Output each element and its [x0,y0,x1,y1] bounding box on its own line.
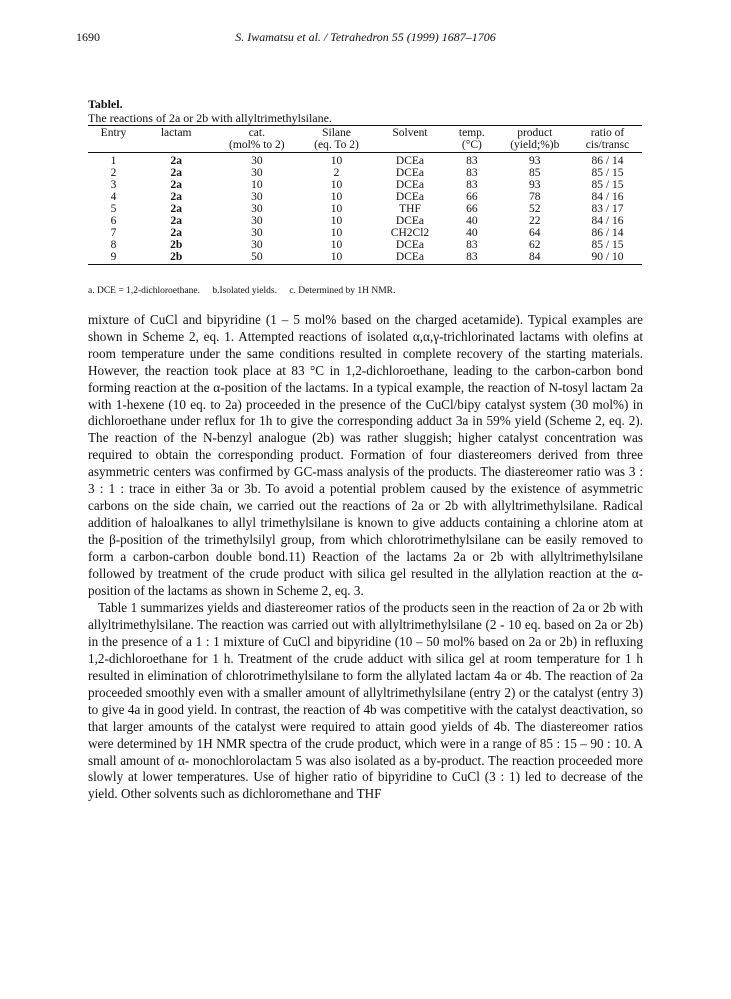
col-subheader [373,139,447,153]
table-row [88,215,642,227]
table-cell: 83 [466,155,478,167]
table-header-row [88,139,642,153]
table-cell: CH2Cl2 [390,227,430,239]
table-cell: 62 [529,239,541,251]
col-header: cat. [213,126,300,140]
table-cell: 10 [300,251,373,265]
col-subheader: (°C) [447,139,496,153]
table-cell: 30 [251,203,263,215]
table-cell: 30 [251,215,263,227]
col-subheader [88,139,139,153]
table-cell: 84 / 16 [591,215,624,227]
table-cell: 83 [466,167,478,179]
table-cell: 2 [333,167,340,179]
col-subheader: (eq. To 2) [300,139,373,153]
table-cell: 85 / 15 [591,179,624,191]
table-row [88,239,642,251]
table-row [88,191,642,203]
table-row [88,251,642,265]
table-cell: DCEa [395,167,425,179]
table-cell: 78 [529,191,541,203]
table-cell: DCEa [395,179,425,191]
table-cell: DCEa [395,155,425,167]
table-footnotes [88,286,405,296]
col-subheader: (mol% to 2) [213,139,300,153]
table-header-row [88,126,642,140]
footnote: b.Isolated yields. [212,286,277,296]
table-cell: 10 [251,179,263,191]
col-header: lactam [139,126,214,140]
table-cell: 2a [170,215,182,227]
table-cell: 83 [466,179,478,191]
results-table [88,125,642,265]
table-cell: 10 [330,227,343,239]
table-row [88,203,642,215]
table-cell: 10 [330,155,343,167]
table-cell: 10 [330,215,343,227]
table-cell: 86 / 14 [591,227,624,239]
table-cell: 2a [170,191,182,203]
table-cell: THF [399,203,421,215]
table-cell: 2 [110,167,117,179]
table-cell: 1 [110,155,117,167]
running-head: S. Iwamatsu et al. / Tetrahedron 55 (1999) 1687–1706 [235,30,496,44]
table-cell: 90 / 10 [573,251,642,265]
table-row [88,153,642,168]
table-cell: 2a [170,167,182,179]
table-cell: 2b [139,251,214,265]
table-cell: 10 [330,239,343,251]
table-cell: 4 [110,191,117,203]
table-cell: 7 [110,227,117,239]
table-cell: 2a [170,203,182,215]
table-cell: 2a [170,179,182,191]
table-cell: DCEa [395,191,425,203]
table-cell: 86 / 14 [591,155,624,167]
table-cell: 2a [170,227,182,239]
table-cell: DCEa [395,239,425,251]
col-header: product [497,126,573,140]
col-subheader: cis/transc [573,139,642,153]
table-cell: 40 [466,215,478,227]
table-cell: 83 [466,239,478,251]
table-row [88,227,642,239]
col-header: Solvent [373,126,447,140]
table-cell: 10 [330,179,343,191]
table-cell: 64 [529,227,541,239]
table-cell: 85 / 15 [591,167,624,179]
table-cell: 30 [251,239,263,251]
table-cell: 22 [529,215,541,227]
footnote: c. Determined by 1H NMR. [289,286,396,296]
table-cell: 83 / 17 [591,203,624,215]
table-cell: 8 [110,239,117,251]
table-cell: 66 [466,191,478,203]
table-cell: 30 [251,167,263,179]
table-row [88,167,642,179]
col-subheader [139,139,214,153]
table-cell: 85 [529,167,541,179]
table-cell: DCEa [395,215,425,227]
table-cell: 6 [110,215,117,227]
table-cell: 93 [529,155,541,167]
table-cell: 5 [110,203,117,215]
table-label: Tablel. [88,97,123,111]
table-title: The reactions of 2a or 2b with allyltrimethylsilane. [88,111,332,125]
body-text [88,312,643,803]
table-cell: 84 [497,251,573,265]
table-cell: 10 [330,191,343,203]
col-header: Entry [88,126,139,140]
col-header: Silane [300,126,373,140]
table-cell: 66 [466,203,478,215]
table-cell: 84 / 16 [591,191,624,203]
table-cell: 30 [251,191,263,203]
table-cell: 2a [170,155,182,167]
table-cell: 40 [466,227,478,239]
table-cell: 50 [213,251,300,265]
table-caption [88,97,332,125]
table-cell: 85 / 15 [591,239,624,251]
col-subheader: (yield;%)b [497,139,573,153]
table-row [88,179,642,191]
table-cell: 93 [529,179,541,191]
footnote: a. DCE = 1,2-dichloroethane. [88,286,200,296]
table-cell: 30 [251,227,263,239]
table-cell: 3 [110,179,117,191]
table-cell: 83 [447,251,496,265]
table-cell: 2b [170,239,183,251]
col-header: temp. [447,126,496,140]
page-number: 1690 [76,30,100,44]
col-header: ratio of [573,126,642,140]
table-cell: 52 [529,203,541,215]
paragraph: mixture of CuCl and bipyridine (1 – 5 mol% based on the charged acetamide). Typical examples are shown in Scheme 2, eq. 1. Attempted reactions of isolated α,α,γ-trichlorinated lactams with olefins at room temperature under the same conditions resulted in complete recovery of the starting materials. However, the reaction took place at 83 °C in 1,2-dichloroethane, leading to the carbon-carbon bond forming reaction at the α-position of the lactams. In a typical example, the reaction of N-tosyl lactam 2a with 1-hexene (10 eq. to 2a) proceeded in the presence of the CuCl/bipy catalyst system (30 mol%) in dichloroethane under reflux for 1h to give the corresponding adduct 3a in 59% yield (Scheme 2, eq. 2). The reaction of the N-benzyl analogue (2b) was rather sluggish; higher catalyst concentration was required to obtain the corresponding product. Formation of four diastereomers derived from three asymmetric centers was confirmed by GC-mass analysis of the products. The diastereomer ratio was 3 : 3 : 1 : trace in either 3a or 3b. To avoid a potential problem caused by the existence of asymmetric carbons on the side chain, we carried out the reactions of 2a or 2b with allyltrimethylsilane. Radical addition of haloalkanes to allyl trimethylsilane is known to give adducts containing a chlorine atom at the β-position of the trimethylsilyl group, from which chlorotrimethylsilane can be easily removed to form a carbon-carbon double bond.11) Reaction of the lactams 2a or 2b with allyltrimethylsilane followed by treatment of the crude product with silica gel resulted in the allylation reaction at the α-position of the lactams as shown in Scheme 2, eq. 3. [88,312,643,598]
table-cell: 30 [251,155,263,167]
paragraph: Table 1 summarizes yields and diastereomer ratios of the products seen in the reaction of 2a or 2b with allyltrimethylsilane. The reaction was carried out with allyltrimethylsilane (2 - 10 eq. based on 2a or 2b) in the presence of a 1 : 1 mixture of CuCl and bipyridine (10 – 50 mol% based on 2a or 2b) in refluxing 1,2-dichloroethane for 1 h. Treatment of the crude adduct with silica gel at room temperature for 1 h resulted in elimination of chlorotrimethylsilane to form the allylated lactam 4a or 4b. The reaction of 2a proceeded smoothly even with a smaller amount of allyltrimethylsilane (entry 2) or the catalyst (entry 3) to give 4a in good yield. In contrast, the reaction of 4b was competitive with the catalyst deactivation, so that larger amounts of the catalyst were required to attain good yields of 4b. The diastereomer ratios were determined by 1H NMR spectra of the crude product, which were in a range of 85 : 15 – 90 : 10. A small amount of α- monochlorolactam 5 was also isolated as a by-product. The reaction proceeded more slowly at lower temperatures. Use of higher ratio of bipyridine to CuCl (3 : 1) led to decrease of the yield. Other solvents such as dichloromethane and THF [88,600,643,802]
table-cell: 9 [88,251,139,265]
table-cell: DCEa [373,251,447,265]
table-cell: 10 [330,203,343,215]
